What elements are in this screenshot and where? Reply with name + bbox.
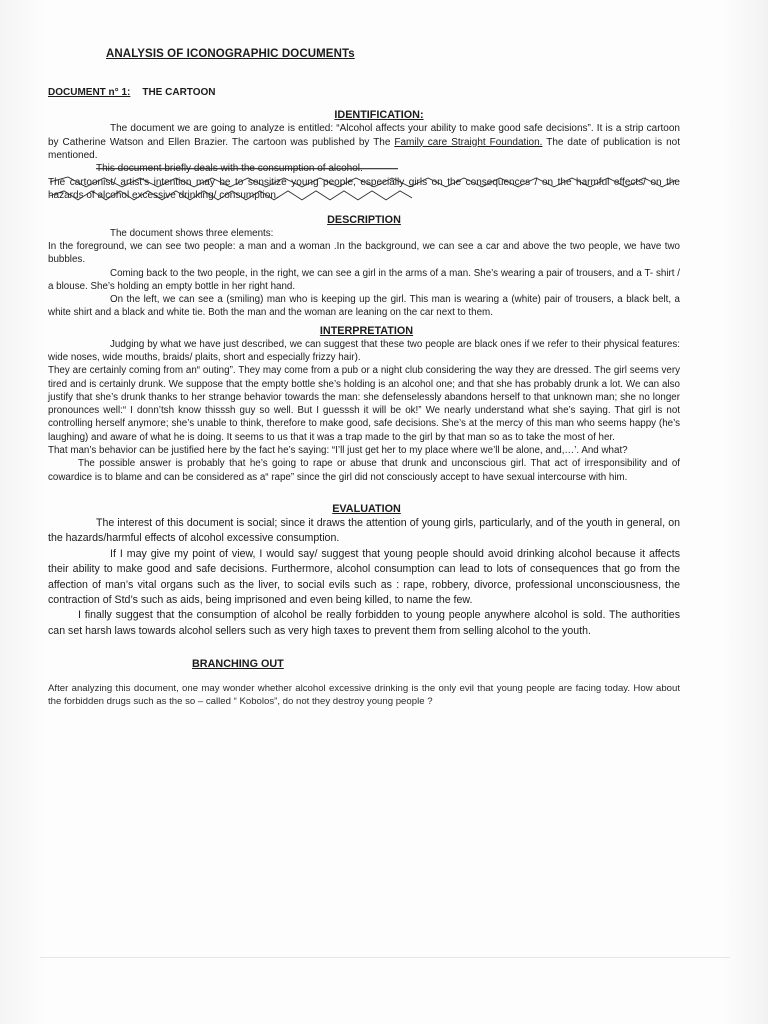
identification-paragraph-3: [48, 176, 680, 203]
identification-text-b: The date of publication is not mentioned.: [48, 136, 680, 161]
description-heading: DESCRIPTION: [327, 213, 401, 226]
page-title: ANALYSIS OF ICONOGRAPHIC DOCUMENTs: [106, 48, 355, 60]
evaluation-section: [48, 502, 680, 639]
identification-paragraph-1: [48, 122, 680, 162]
identification-struck-sentence: [48, 162, 680, 175]
interpretation-section: [48, 324, 680, 484]
evaluation-paragraph-3: I finally suggest that the consumption of alcohol be really forbidden to young people anywhere alcohol is sold. The authorities can set harsh laws towards alcohol sellers such as very high taxes to prevent them from selling alcohol to the youth.: [48, 609, 680, 637]
identification-text-a: The document we are going to analyze is entitled: “Alcohol affects your ability to make good safe decisions”. It is a strip cartoon by Catherine Watson and Ellen Brazier. The cartoon was published by The: [48, 123, 680, 148]
branching-out-section: [48, 657, 680, 709]
identification-section: [48, 108, 680, 202]
evaluation-paragraph-2: If I may give my point of view, I would say/ suggest that young people should avoid drinking alcohol because it affects their ability to make good and safe decisions. Furthermore, alcohol consumption can lead to lots of consequences that go from the affection of man’s vital organs such as the liver, to social evils such as : rape, robbery, divorce, professional unconsciousness, the contraction of Std’s such as aids, being imprisoned and even being killed, to name the few.: [48, 547, 680, 606]
identification-text-3: The cartoonist/ artist’s intention may be to sensitize young people, especially girls on the consequences / on the harmful effects/ on the hazards of alcohol excessive drinking/ consumption.: [48, 176, 680, 202]
evaluation-paragraph-1: The interest of this document is social; since it draws the attention of young girls, particularly, and of the youth in general, on the hazards/harmful effects of alcohol excessive consumption.: [48, 516, 680, 545]
document-line: [48, 86, 680, 100]
interpretation-heading: INTERPRETATION: [319, 324, 414, 337]
document-subject: THE CARTOON: [142, 86, 216, 98]
document-body: [48, 48, 680, 709]
interpretation-paragraph-4: The possible answer is probably that he’s going to rape or abuse that drunk and unconscious girl. That act of irresponsibility and of cowardice is to blame and can be considered as a“ rape” since the girl did not consciously accept to have sexual intercourse with him.: [48, 458, 680, 483]
interpretation-paragraph-1: Judging by what we have just described, we can suggest that these two people are black ones if we refer to their physical features: wide noses, wide mouths, braids/ plaits, short and especially frizzy hair).: [48, 338, 680, 363]
description-paragraph-4: On the left, we can see a (smiling) man who is keeping up the girl. This man is wearing a (white) pair of trousers, a black belt, a white shirt and a black and white tie. Both the man and the woman are leaning on the car next to them.: [48, 294, 680, 319]
struck-text: This document briefly deals with the consumption of alcohol.: [96, 163, 363, 175]
scan-edge-line: [40, 957, 730, 958]
description-paragraph-3: Coming back to the two people, in the right, we can see a girl in the arms of a man. She’s wearing a pair of trousers, and a T- shirt / a blouse. She’s holding an empty bottle in her right hand.: [48, 267, 680, 292]
document-label: DOCUMENT n° 1:: [48, 86, 131, 98]
evaluation-heading: EVALUATION: [332, 502, 401, 515]
interpretation-paragraph-2: They are certainly coming from an“ outing”. They may come from a pub or a night club considering the way they are dressed. The girl seems very tired and is certainly drunk. We suppose that the empty bottle she’s holding is an alcohol one; and that she has probably drunk a lot. We can also justify that she’s drunk thanks to her strange behavior towards the man: she defenselessly abandons herself to that unknown man; she no longer pronounces well:“ I donn’tsh know thisssh guy so well. But I guesssh it will be ok!” We nearly understand what she’s saying. That girl is not controlling herself anymore; she’s unable to think, therefore to make good, safe decisions. She’s at the mercy of this man who seems happy (he’s laughing) and aware of what he is doing. It seems to us that it was a trap made to the girl by that man so as to take the most of her.: [48, 365, 680, 443]
identification-org: Family care Straight Foundation.: [394, 136, 543, 148]
description-section: [48, 213, 680, 320]
identification-heading: IDENTIFICATION:: [334, 109, 424, 122]
description-paragraph-2: In the foreground, we can see two people: a man and a woman .In the background, we can see a car and above the two people, we have two bubbles.: [48, 240, 680, 266]
branching-out-paragraph: After analyzing this document, one may wonder whether alcohol excessive drinking is the only evil that young people are facing today. How about the forbidden drugs such as the so – called “ Kobolos”, do not they destroy young people ?: [48, 683, 680, 708]
description-paragraph-1: The document shows three elements:: [110, 227, 274, 239]
interpretation-paragraph-3: That man’s behavior can be justified here by the fact he’s saying: “I’ll just get her to my place where we’ll be alone, and,…’. And what?: [48, 445, 628, 457]
branching-out-heading: BRANCHING OUT: [192, 658, 284, 671]
